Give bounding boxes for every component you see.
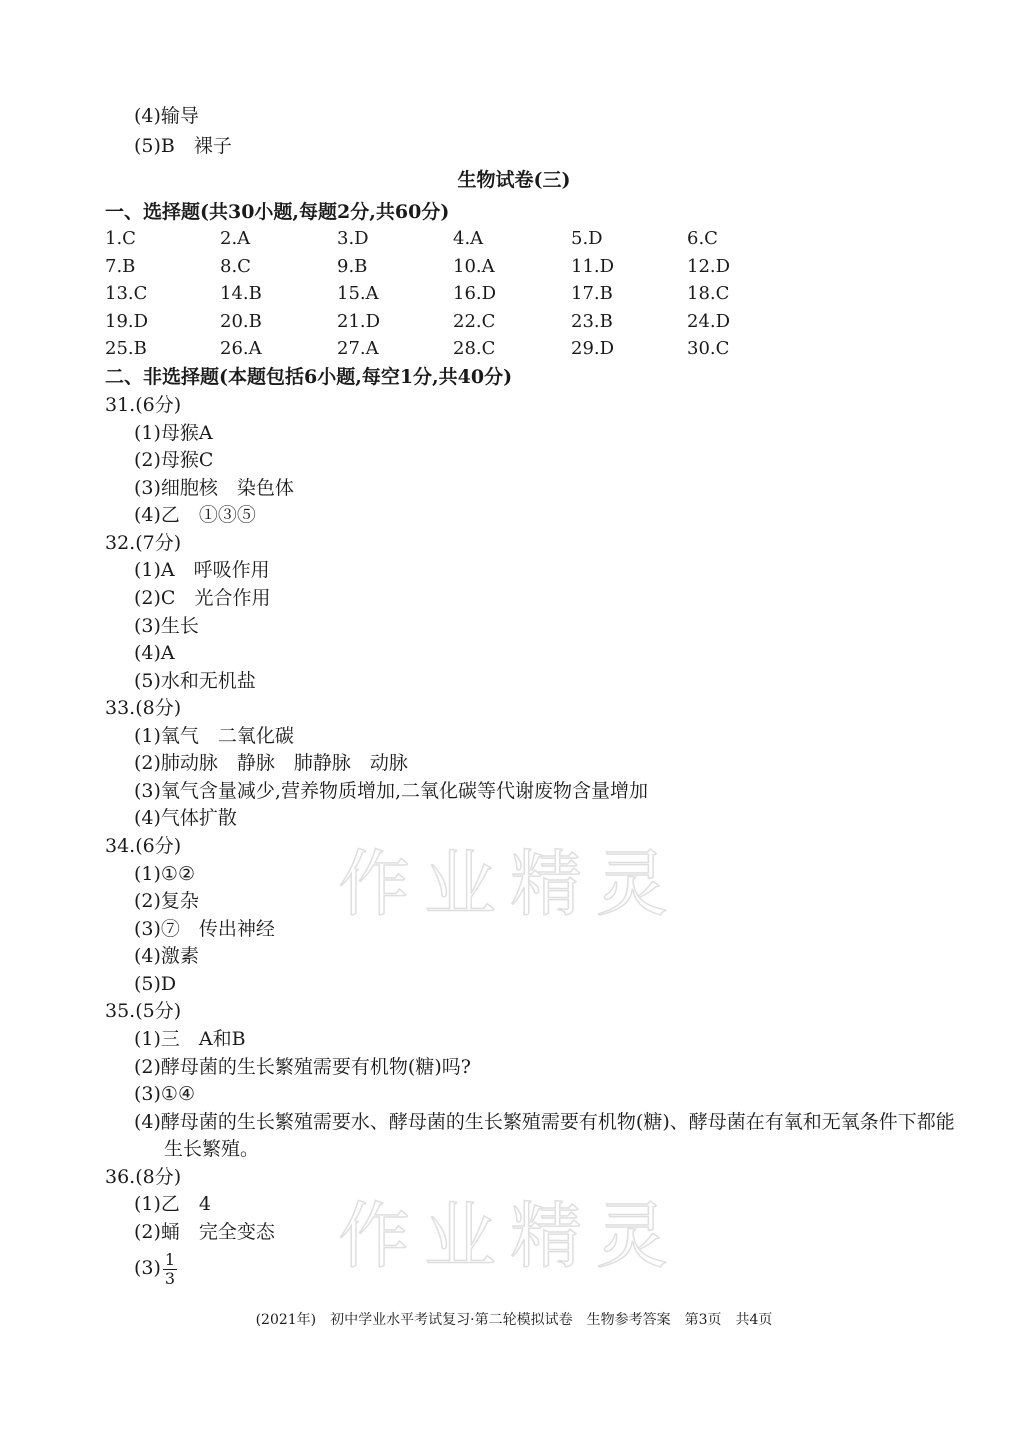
- q36-answer-1: (1)乙 4: [134, 1193, 212, 1215]
- fraction: [163, 1249, 177, 1288]
- q32-number: 32.(7分): [105, 532, 182, 554]
- q35-number: 35.(5分): [105, 1000, 182, 1022]
- answer-row: [105, 281, 785, 309]
- answer-row: [105, 309, 785, 337]
- answer-row: [105, 336, 785, 364]
- q32-answer-5: (5)水和无机盐: [134, 670, 256, 692]
- page-title: 生物试卷(三): [457, 169, 571, 191]
- q36-answer-2: (2)蛹 完全变态: [134, 1221, 275, 1243]
- answer-cell: 12.D: [687, 255, 731, 277]
- answer-cell: 30.C: [687, 338, 730, 359]
- answer-cell: 15.A: [337, 283, 379, 304]
- page-footer: (2021年) 初中学业水平考试复习·第二轮模拟试卷 生物参考答案 第3页 共4页: [255, 1312, 773, 1328]
- q33-answer-4: (4)气体扩散: [134, 807, 237, 829]
- answer-cell: 16.D: [453, 283, 497, 304]
- answer-cell: 4.A: [453, 228, 484, 249]
- q32-answer-2: (2)C 光合作用: [134, 587, 271, 609]
- answer-cell: 13.C: [105, 283, 148, 304]
- answer-cell: 14.B: [220, 283, 262, 304]
- choice-answer-grid: [105, 226, 785, 364]
- section1-heading: 一、选择题(共30小题,每题2分,共60分): [105, 201, 450, 223]
- q33-answer-1: (1)氧气 二氧化碳: [134, 725, 294, 747]
- q31-answer-1: (1)母猴A: [134, 422, 213, 444]
- answer-cell: 7.B: [105, 255, 136, 277]
- q33-answer-3: (3)氧气含量减少,营养物质增加,二氧化碳等代谢废物含量增加: [134, 780, 648, 802]
- answer-cell: 9.B: [337, 255, 368, 277]
- fraction-denominator: 3: [164, 1268, 176, 1288]
- answer-cell: 22.C: [453, 310, 496, 332]
- answer-cell: 1.C: [105, 228, 136, 249]
- q32-answer-4: (4)A: [134, 642, 175, 664]
- fraction-numerator: 1: [164, 1249, 176, 1269]
- answer-cell: 17.B: [571, 283, 613, 304]
- answer-cell: 8.C: [220, 255, 251, 277]
- q36-number: 36.(8分): [105, 1166, 182, 1188]
- q32-answer-3: (3)生长: [134, 615, 199, 637]
- q35-answer-4-line2: 生长繁殖。: [164, 1138, 260, 1160]
- answer-cell: 24.D: [687, 310, 731, 332]
- answer-cell: 28.C: [453, 338, 496, 359]
- section2-heading: 二、非选择题(本题包括6小题,每空1分,共40分): [105, 366, 513, 388]
- answer-cell: 5.D: [571, 228, 603, 249]
- answer-cell: 19.D: [105, 310, 149, 332]
- answer-cell: 26.A: [220, 338, 262, 359]
- answer-row: [105, 226, 785, 254]
- answer-cell: 10.A: [453, 255, 495, 277]
- q35-answer-4-line1: (4)酵母菌的生长繁殖需要水、酵母菌的生长繁殖需要有机物(糖)、酵母菌在有氧和无氧条件下都能: [134, 1111, 955, 1133]
- answer-row: [105, 254, 785, 282]
- watermark-logo: 作业精灵: [338, 1194, 683, 1278]
- answer-cell: 2.A: [220, 228, 251, 249]
- q33-answer-2: (2)肺动脉 静脉 肺静脉 动脉: [134, 752, 408, 774]
- q34-answer-3: (3)⑦ 传出神经: [134, 918, 275, 940]
- answer-cell: 6.C: [687, 228, 718, 249]
- answer-cell: 25.B: [105, 338, 147, 359]
- q32-answer-1: (1)A 呼吸作用: [134, 559, 270, 581]
- q34-answer-1: (1)①②: [134, 863, 195, 885]
- q31-answer-3: (3)细胞核 染色体: [134, 477, 294, 499]
- q35-answer-2: (2)酵母菌的生长繁殖需要有机物(糖)吗?: [134, 1056, 471, 1078]
- q31-answer-2: (2)母猴C: [134, 449, 214, 471]
- q36-answer-3-prefix: (3): [134, 1257, 161, 1279]
- q35-answer-3: (3)①④: [134, 1083, 195, 1105]
- prev-answer-5: (5)B 裸子: [134, 135, 232, 157]
- q34-answer-4: (4)激素: [134, 945, 199, 967]
- prev-answer-4: (4)输导: [134, 105, 199, 127]
- answer-cell: 18.C: [687, 283, 730, 304]
- q31-number: 31.(6分): [105, 394, 182, 416]
- answer-cell: 23.B: [571, 310, 613, 332]
- q34-number: 34.(6分): [105, 835, 182, 857]
- answer-cell: 27.A: [337, 338, 379, 359]
- q34-answer-2: (2)复杂: [134, 890, 199, 912]
- q33-number: 33.(8分): [105, 697, 182, 719]
- q31-answer-4: (4)乙 ①③⑤: [134, 504, 256, 526]
- answer-cell: 21.D: [337, 310, 381, 332]
- answer-cell: 29.D: [571, 338, 615, 359]
- answer-cell: 20.B: [220, 310, 262, 332]
- answer-cell: 3.D: [337, 228, 369, 249]
- q36-answer-3: [134, 1250, 177, 1287]
- q34-answer-5: (5)D: [134, 973, 177, 995]
- answer-cell: 11.D: [571, 255, 615, 277]
- q35-answer-1: (1)三 A和B: [134, 1028, 246, 1050]
- watermark-logo: 作业精灵: [338, 842, 683, 926]
